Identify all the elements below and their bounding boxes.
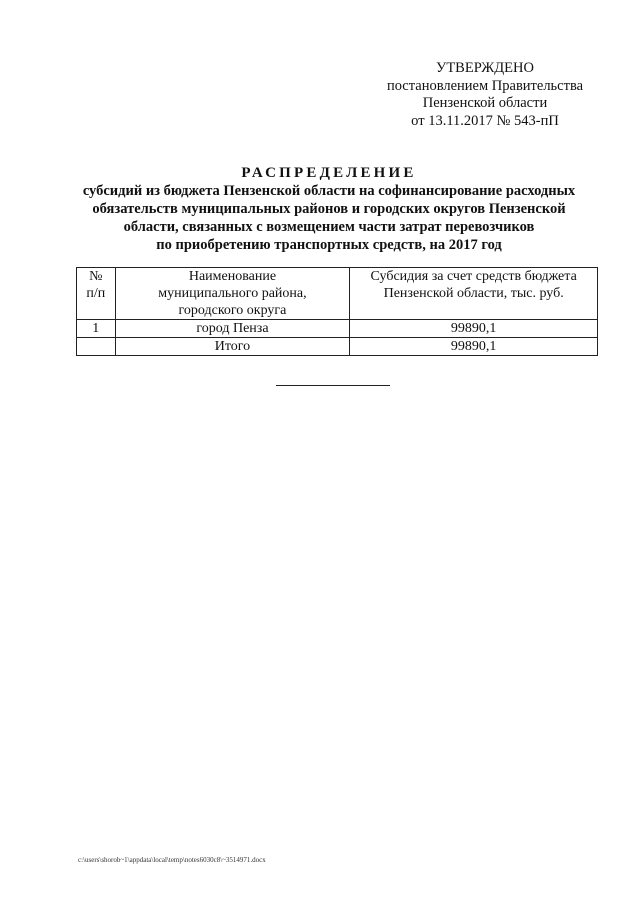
approval-issuer: постановлением Правительства	[386, 77, 584, 94]
header-text: п/п	[86, 286, 106, 301]
file-path-footer: c:\users\shorob~1\appdata\local\temp\notes6030c8\~3514971.docx	[78, 856, 266, 864]
header-text: Пензенской области, тыс. руб.	[383, 286, 564, 301]
header-subsidy	[350, 268, 598, 320]
table-total-row	[77, 338, 598, 356]
row-number	[77, 338, 116, 356]
header-text: Наименование	[188, 269, 277, 284]
row-number: 1	[77, 320, 116, 338]
document-title-block	[60, 164, 598, 254]
header-text: городского округа	[178, 303, 287, 318]
header-text: Субсидия за счет средств бюджета	[370, 269, 577, 284]
subtitle-line: субсидий из бюджета Пензенской области на софинансирование расходных	[82, 183, 576, 199]
header-municipality	[115, 268, 350, 320]
header-text: №	[89, 269, 103, 284]
subtitle-line: области, связанных с возмещением части затрат перевозчиков	[123, 219, 535, 235]
subtitle-line: обязательств муниципальных районов и городских округов Пензенской	[92, 201, 566, 217]
subsidy-table	[76, 267, 598, 356]
header-number	[77, 268, 116, 320]
approval-region: Пензенской области	[422, 95, 548, 111]
header-text: муниципального района,	[158, 286, 307, 301]
document-heading: РАСПРЕДЕЛЕНИЕ	[241, 165, 417, 181]
row-subsidy: 99890,1	[350, 320, 598, 338]
table-header-row	[77, 268, 598, 320]
row-municipality: город Пенза	[115, 320, 350, 338]
row-total-subsidy: 99890,1	[350, 338, 598, 356]
separator-line	[276, 385, 390, 386]
approval-title: УТВЕРЖДЕНО	[436, 60, 534, 76]
approval-stamp	[370, 60, 600, 130]
table-row	[77, 320, 598, 338]
row-total-label: Итого	[115, 338, 350, 356]
subtitle-line: по приобретению транспортных средств, на 2017 год	[156, 237, 502, 253]
approval-date-number: от 13.11.2017 № 543-пП	[411, 112, 559, 129]
document-subtitle	[60, 182, 598, 254]
